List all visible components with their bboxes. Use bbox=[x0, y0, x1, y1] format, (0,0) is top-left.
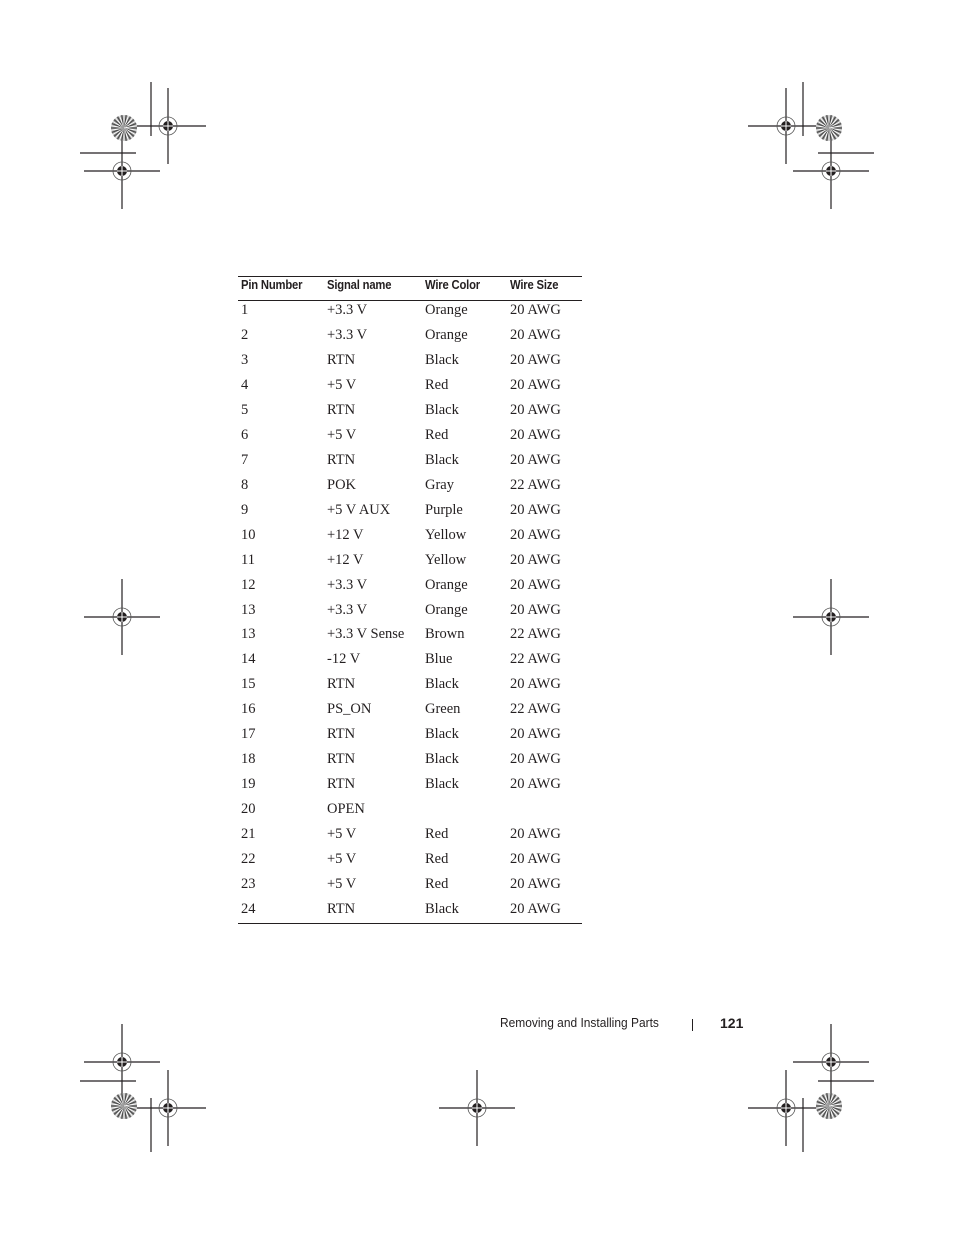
table-row bbox=[238, 676, 582, 701]
wire-color-cell: Green bbox=[425, 701, 461, 718]
pin-number-cell: 13 bbox=[241, 601, 256, 618]
header-signal-name: Signal name bbox=[327, 278, 392, 292]
signal-name-cell: +12 V bbox=[327, 526, 364, 543]
wire-size-cell: 20 AWG bbox=[510, 401, 561, 418]
color-starburst-target-icon bbox=[816, 115, 842, 141]
signal-name-cell: +12 V bbox=[327, 551, 364, 568]
registration-crosshair-icon bbox=[130, 1070, 206, 1146]
table-row bbox=[238, 377, 582, 402]
wire-size-cell: 20 AWG bbox=[510, 451, 561, 468]
table-row bbox=[238, 302, 582, 327]
signal-name-cell: PS_ON bbox=[327, 701, 372, 718]
registration-crosshair-icon bbox=[130, 88, 206, 164]
wire-color-cell: Orange bbox=[425, 326, 468, 343]
signal-name-cell: -12 V bbox=[327, 651, 361, 668]
pin-number-cell: 14 bbox=[241, 651, 256, 668]
wire-size-cell: 20 AWG bbox=[510, 302, 561, 318]
color-starburst-target-icon bbox=[816, 1093, 842, 1119]
signal-name-cell: +5 V bbox=[327, 851, 357, 868]
wire-color-cell: Yellow bbox=[425, 551, 467, 568]
wire-color-cell: Orange bbox=[425, 601, 468, 618]
table-row bbox=[238, 552, 582, 577]
wire-color-cell: Black bbox=[425, 776, 459, 793]
registration-crosshair-icon bbox=[748, 88, 824, 164]
page-number: 121 bbox=[720, 1015, 744, 1031]
registration-crosshair-icon bbox=[748, 1070, 824, 1146]
wire-size-cell: 20 AWG bbox=[510, 826, 561, 843]
wire-size-cell: 20 AWG bbox=[510, 676, 561, 693]
wire-size-cell: 20 AWG bbox=[510, 526, 561, 543]
wire-size-cell: 20 AWG bbox=[510, 876, 561, 893]
wire-size-cell: 20 AWG bbox=[510, 501, 561, 518]
signal-name-cell: RTN bbox=[327, 401, 356, 418]
wire-size-cell: 20 AWG bbox=[510, 901, 561, 918]
pin-number-cell: 8 bbox=[241, 476, 249, 493]
wire-size-cell: 20 AWG bbox=[510, 776, 561, 793]
table-row bbox=[238, 651, 582, 676]
wire-size-cell: 22 AWG bbox=[510, 701, 561, 718]
table-row bbox=[238, 602, 582, 627]
signal-name-cell: +3.3 V bbox=[327, 601, 368, 618]
signal-name-cell: RTN bbox=[327, 451, 356, 468]
registration-crosshair-icon bbox=[84, 579, 160, 655]
pin-number-cell: 12 bbox=[241, 576, 256, 593]
wire-color-cell: Black bbox=[425, 751, 459, 768]
header-rule bbox=[238, 300, 582, 301]
wire-size-cell: 20 AWG bbox=[510, 551, 561, 568]
signal-name-cell: +5 V bbox=[327, 876, 357, 893]
pin-number-cell: 18 bbox=[241, 751, 256, 768]
pin-number-cell: 22 bbox=[241, 851, 256, 868]
wire-size-cell: 22 AWG bbox=[510, 651, 561, 668]
header-wire-color: Wire Color bbox=[425, 278, 480, 292]
pin-number-cell: 15 bbox=[241, 676, 256, 693]
wire-size-cell: 22 AWG bbox=[510, 626, 561, 643]
header-pin-number: Pin Number bbox=[241, 278, 303, 292]
table-row bbox=[238, 527, 582, 552]
table-row bbox=[238, 327, 582, 352]
signal-name-cell: OPEN bbox=[327, 801, 365, 818]
pin-number-cell: 5 bbox=[241, 401, 249, 418]
table-row bbox=[238, 801, 582, 826]
table-row bbox=[238, 751, 582, 776]
wire-color-cell: Black bbox=[425, 451, 459, 468]
pin-number-cell: 16 bbox=[241, 701, 256, 718]
wire-size-cell: 22 AWG bbox=[510, 476, 561, 493]
signal-name-cell: +5 V bbox=[327, 426, 357, 443]
table-row bbox=[238, 427, 582, 452]
wire-color-cell: Purple bbox=[425, 501, 463, 518]
color-starburst-target-icon bbox=[111, 115, 137, 141]
footer-section-title: Removing and Installing Parts bbox=[500, 1015, 659, 1030]
pin-number-cell: 9 bbox=[241, 501, 249, 518]
signal-name-cell: RTN bbox=[327, 901, 356, 918]
wire-size-cell: 20 AWG bbox=[510, 851, 561, 868]
pin-number-cell: 13 bbox=[241, 626, 256, 643]
registration-crosshair-icon bbox=[439, 1070, 515, 1146]
wire-size-cell: 20 AWG bbox=[510, 351, 561, 368]
pin-number-cell: 6 bbox=[241, 426, 249, 443]
signal-name-cell: +3.3 V bbox=[327, 326, 368, 343]
wire-color-cell: Red bbox=[425, 376, 449, 393]
table-row bbox=[238, 502, 582, 527]
table-row bbox=[238, 851, 582, 876]
wire-size-cell: 20 AWG bbox=[510, 726, 561, 743]
pin-number-cell: 24 bbox=[241, 901, 256, 918]
pin-number-cell: 20 bbox=[241, 801, 256, 818]
table-row bbox=[238, 876, 582, 901]
wire-size-cell: 20 AWG bbox=[510, 426, 561, 443]
signal-name-cell: RTN bbox=[327, 751, 356, 768]
wire-color-cell: Black bbox=[425, 401, 459, 418]
header-wire-size: Wire Size bbox=[510, 278, 559, 292]
table-bottom-rule bbox=[238, 923, 582, 924]
wire-color-cell: Red bbox=[425, 826, 449, 843]
table-row bbox=[238, 477, 582, 502]
wire-color-cell: Gray bbox=[425, 476, 454, 493]
footer-separator bbox=[692, 1019, 693, 1031]
signal-name-cell: POK bbox=[327, 476, 357, 493]
table-row bbox=[238, 452, 582, 477]
registration-crosshair-icon bbox=[793, 133, 869, 209]
pin-number-cell: 11 bbox=[241, 551, 255, 568]
wire-color-cell: Black bbox=[425, 676, 459, 693]
table-row bbox=[238, 352, 582, 377]
wire-color-cell: Orange bbox=[425, 302, 468, 318]
registration-crosshair-icon bbox=[84, 133, 160, 209]
pin-number-cell: 2 bbox=[241, 326, 249, 343]
pin-number-cell: 10 bbox=[241, 526, 256, 543]
pin-number-cell: 1 bbox=[241, 302, 249, 318]
wire-color-cell: Orange bbox=[425, 576, 468, 593]
wire-size-cell: 20 AWG bbox=[510, 601, 561, 618]
signal-name-cell: +3.3 V bbox=[327, 302, 368, 318]
registration-crosshair-icon bbox=[793, 1024, 869, 1100]
pin-number-cell: 21 bbox=[241, 826, 256, 843]
pin-number-cell: 4 bbox=[241, 376, 249, 393]
wire-color-cell: Brown bbox=[425, 626, 465, 643]
table-row bbox=[238, 626, 582, 651]
table-row bbox=[238, 826, 582, 851]
signal-name-cell: +3.3 V Sense bbox=[327, 626, 405, 643]
wire-color-cell: Yellow bbox=[425, 526, 467, 543]
color-starburst-target-icon bbox=[111, 1093, 137, 1119]
wire-color-cell: Red bbox=[425, 851, 449, 868]
table-row bbox=[238, 776, 582, 801]
pin-number-cell: 19 bbox=[241, 776, 256, 793]
wire-color-cell: Black bbox=[425, 726, 459, 743]
wire-color-cell: Blue bbox=[425, 651, 453, 668]
pin-number-cell: 23 bbox=[241, 876, 256, 893]
wire-color-cell: Black bbox=[425, 901, 459, 918]
table-row bbox=[238, 577, 582, 602]
signal-name-cell: RTN bbox=[327, 726, 356, 743]
signal-name-cell: RTN bbox=[327, 676, 356, 693]
table-row bbox=[238, 701, 582, 726]
wire-color-cell: Black bbox=[425, 351, 459, 368]
wire-size-cell: 20 AWG bbox=[510, 576, 561, 593]
signal-name-cell: +5 V bbox=[327, 826, 357, 843]
wire-color-cell: Red bbox=[425, 426, 449, 443]
table-row bbox=[238, 726, 582, 751]
wire-size-cell: 20 AWG bbox=[510, 751, 561, 768]
signal-name-cell: +5 V AUX bbox=[327, 501, 391, 518]
registration-crosshair-icon bbox=[84, 1024, 160, 1100]
signal-name-cell: RTN bbox=[327, 351, 356, 368]
signal-name-cell: +5 V bbox=[327, 376, 357, 393]
wire-size-cell: 20 AWG bbox=[510, 376, 561, 393]
table-row bbox=[238, 402, 582, 427]
pin-number-cell: 17 bbox=[241, 726, 256, 743]
signal-name-cell: RTN bbox=[327, 776, 356, 793]
pin-number-cell: 3 bbox=[241, 351, 249, 368]
wire-size-cell: 20 AWG bbox=[510, 326, 561, 343]
wire-color-cell: Red bbox=[425, 876, 449, 893]
signal-name-cell: +3.3 V bbox=[327, 576, 368, 593]
pin-number-cell: 7 bbox=[241, 451, 249, 468]
registration-crosshair-icon bbox=[793, 579, 869, 655]
